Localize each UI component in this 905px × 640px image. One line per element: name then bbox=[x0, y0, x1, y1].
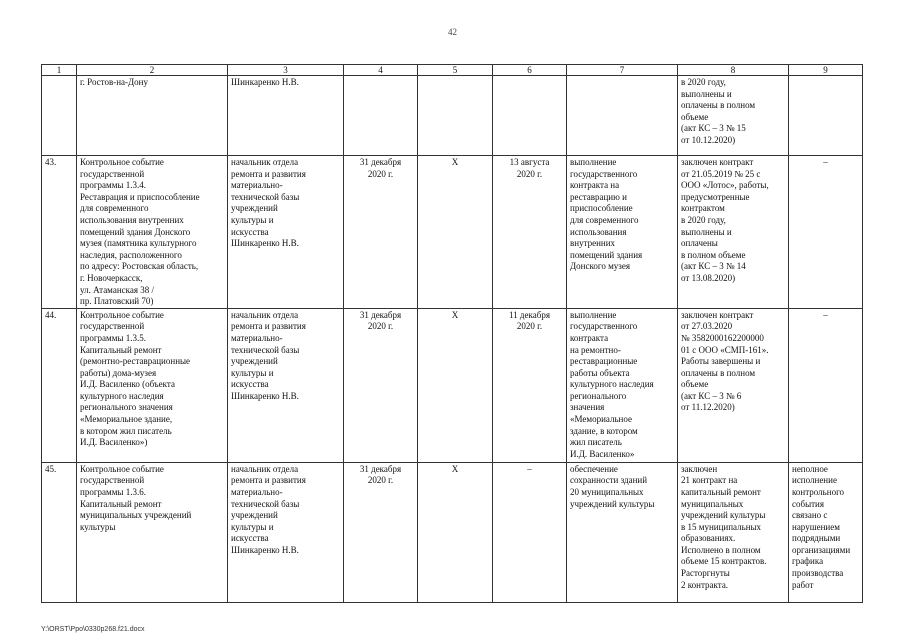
col5-value bbox=[418, 76, 493, 156]
header-cell: 5 bbox=[418, 65, 493, 76]
header-cell: 1 bbox=[42, 65, 77, 76]
table-row bbox=[42, 308, 863, 462]
reason: неполное исполнение контрольного события связано с нарушением подрядными организациями графика производства работ bbox=[789, 462, 863, 602]
responsible: начальник отдела ремонта и развития материально- технической базы учреждений культуры и искусства Шинкаренко Н.В. bbox=[228, 308, 344, 462]
report-table bbox=[41, 64, 863, 603]
responsible: начальник отдела ремонта и развития материально- технической базы учреждений культуры и искусства Шинкаренко Н.В. bbox=[228, 156, 344, 309]
planned-date: 31 декабря 2020 г. bbox=[344, 156, 418, 309]
header-cell: 3 bbox=[228, 65, 344, 76]
col5-value: Х bbox=[418, 462, 493, 602]
event-name: Контрольное событие государственной программы 1.3.4. Реставрация и приспособление для современного использования внутренних помещений здания Донского музея (памятника культурного наследия, расположенного по адресу: Ростовская область, г. Новочеркасск, ул. Атаманская 38 / пр. Платовский 70) bbox=[77, 156, 228, 309]
actual-result: заключен контракт от 21.05.2019 № 25 с ООО «Лотос», работы, предусмотренные контрактом в 2020 году, выполнены и оплачены в полном объеме (акт КС – 3 № 14 от 13.08.2020) bbox=[678, 156, 789, 309]
planned-date: 31 декабря 2020 г. bbox=[344, 462, 418, 602]
actual-date: – bbox=[493, 462, 567, 602]
actual-result: заключен 21 контракт на капитальный ремонт муниципальных учреждений культуры в 15 муниципальных образованиях. Исполнено в полном объеме 15 контрактов. Расторгнуты 2 контракта. bbox=[678, 462, 789, 602]
actual-date: 11 декабря 2020 г. bbox=[493, 308, 567, 462]
responsible: Шинкаренко Н.В. bbox=[228, 76, 344, 156]
reason: – bbox=[789, 308, 863, 462]
expected-result: обеспечение сохранности зданий 20 муниципальных учреждений культуры bbox=[567, 462, 678, 602]
page-number: 42 bbox=[448, 27, 457, 37]
header-cell: 9 bbox=[789, 65, 863, 76]
file-path-footer: Y:\ORST\Ppo\0330p268.f21.docx bbox=[41, 626, 145, 633]
planned-date: 31 декабря 2020 г. bbox=[344, 308, 418, 462]
actual-result: в 2020 году, выполнены и оплачены в полном объеме (акт КС – 3 № 15 от 10.12.2020) bbox=[678, 76, 789, 156]
row-number bbox=[42, 76, 77, 156]
actual-date: 13 августа 2020 г. bbox=[493, 156, 567, 309]
event-name: Контрольное событие государственной программы 1.3.6. Капитальный ремонт муниципальных учреждений культуры bbox=[77, 462, 228, 602]
row-number: 45. bbox=[42, 462, 77, 602]
reason bbox=[789, 76, 863, 156]
planned-date bbox=[344, 76, 418, 156]
col5-value: Х bbox=[418, 156, 493, 309]
row-number: 43. bbox=[42, 156, 77, 309]
header-cell: 6 bbox=[493, 65, 567, 76]
event-name: Контрольное событие государственной программы 1.3.5. Капитальный ремонт (ремонтно-реставрационные работы) дома-музея И.Д. Василенко (объекта культурного наследия регионального значения «Мемориальное здание, в котором жил писатель И.Д. Василенко») bbox=[77, 308, 228, 462]
header-cell: 4 bbox=[344, 65, 418, 76]
row-number: 44. bbox=[42, 308, 77, 462]
table-row bbox=[42, 462, 863, 602]
table-row bbox=[42, 76, 863, 156]
header-cell: 2 bbox=[77, 65, 228, 76]
header-cell: 7 bbox=[567, 65, 678, 76]
expected-result: выполнение государственного контракта на реставрацию и приспособление для современного использования внутренних помещений здания Донского музея bbox=[567, 156, 678, 309]
responsible: начальник отдела ремонта и развития материально- технической базы учреждений культуры и искусства Шинкаренко Н.В. bbox=[228, 462, 344, 602]
expected-result: выполнение государственного контракта на ремонтно- реставрационные работы объекта культурного наследия регионального значения «Мемориальное здание, в котором жил писатель И.Д. Василенко» bbox=[567, 308, 678, 462]
header-cell: 8 bbox=[678, 65, 789, 76]
expected-result bbox=[567, 76, 678, 156]
col5-value: Х bbox=[418, 308, 493, 462]
actual-result: заключен контракт от 27.03.2020 № 3582000162200000 01 с ООО «СМП-161». Работы завершены и оплачены в полном объеме (акт КС – 3 № 6 от 11.12.2020) bbox=[678, 308, 789, 462]
header-row bbox=[42, 65, 863, 76]
event-name: г. Ростов-на-Дону bbox=[77, 76, 228, 156]
table-row bbox=[42, 156, 863, 309]
reason: – bbox=[789, 156, 863, 309]
actual-date bbox=[493, 76, 567, 156]
